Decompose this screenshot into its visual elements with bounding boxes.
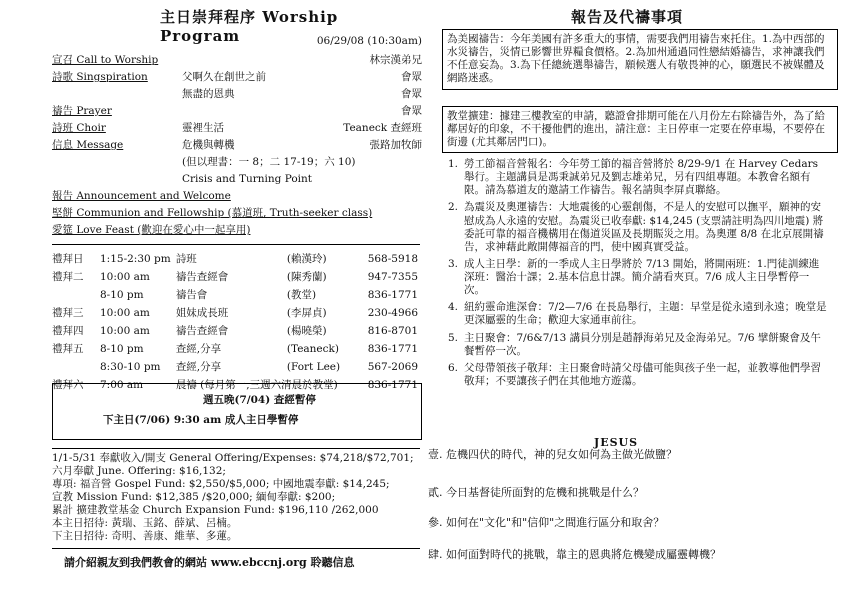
schedule-cell: 10:00 am (100, 271, 150, 283)
schedule-row (52, 361, 422, 379)
announcement-item (448, 332, 828, 358)
item-number: 2. (448, 201, 459, 214)
schedule-row (52, 307, 422, 325)
order-who: 會眾 (401, 88, 422, 100)
communion-line: 堅餅 Communion and Fellowship (慕道班, Truth-seeker class) (52, 207, 373, 219)
order-row (52, 105, 112, 118)
order-who: 林宗漢弟兄 (369, 54, 422, 66)
order-row (52, 54, 158, 67)
finance-line: 下主日招待: 奇明、善康、維華、多蓮。 (52, 530, 238, 542)
item-text: 為震災及奧運禱告：大地震後的心靈創傷，不是人的安慰可以撫平，願神的安慰成為人永遠的安慰。為震災已收奉獻: $14,245 (支票請註明為四川地震) 將委託可靠的福音機構用在傷道災區及長期賑災之用。為奧運 8/8 在北京展開禱告，求神藉此敞開傳福音的門，使中國真實受益。 (464, 201, 824, 253)
schedule-cell: (陳秀蘭) (286, 271, 327, 283)
notice-box (52, 383, 422, 440)
finance-line: 1/1-5/31 奉獻收入/開支 General Offering/Expenses: $74,218/$72,701; (52, 452, 414, 464)
schedule-cell: 8-10 pm (100, 289, 144, 301)
church-expansion-text: 教堂擴建：據建三樓教室的申請，聽證會排期可能在八月份左右除禱告外，為了給鄰居好的印象，不干擾他們的進出，請注意：主日停車一定要在停車場，不要停在街邊 (尤其鄰居門口)。 (447, 110, 825, 149)
item-number: 5. (448, 331, 459, 344)
item-number: 4. (448, 301, 459, 314)
announcement-item (448, 201, 828, 254)
schedule-cell: 1:15-2:30 pm (100, 253, 171, 265)
order-row (52, 122, 106, 135)
schedule-cell: 詩班 (175, 253, 197, 265)
announcement-item (448, 258, 828, 297)
schedule-cell: 10:00 am (100, 325, 150, 337)
schedule-row (52, 253, 422, 271)
item-number: 3. (448, 257, 459, 270)
item-text: 父母帶領孩子敬拜：主日聚會時請父母儘可能與孩子坐一起，並教導他們學習敬拜；不要讓孩子們在其他地方遊蕩。 (464, 361, 821, 387)
notice-line: 週五晚(7/04) 查經暫停 (203, 394, 316, 406)
item-text: 勞工節福音營報名：今年勞工節的福音營將於 8/29-9/1 在 Harvey Cedars 舉行。主題講員是馮秉誠弟兄及劉志雄弟兄，另有四組專題。本教會名額有限。請為慕道友的邀請工作禱告。報名請與李屏貞聯絡。 (464, 158, 819, 197)
schedule-cell: 查經,分享 (175, 343, 222, 355)
schedule-row (52, 343, 422, 361)
schedule-cell: 禮拜二 (52, 271, 84, 283)
order-who: 會眾 (401, 105, 422, 117)
schedule-cell: (李屏貞) (286, 307, 327, 319)
church-expansion-box (442, 106, 838, 153)
divider (52, 548, 420, 549)
schedule-cell: 禮拜六 (52, 379, 84, 391)
schedule-cell: 10:00 am (100, 307, 150, 319)
message-title-en: Crisis and Turning Point (182, 173, 312, 185)
schedule-row (52, 289, 422, 307)
schedule-cell: (教堂) (286, 289, 317, 301)
item-text: 主日聚會：7/6&7/13 講員分別是趙靜海弟兄及金海弟兄。7/6 擘餅聚會及午餐暫停一次。 (464, 331, 821, 357)
order-label: 宣召 Call to Worship (52, 54, 159, 66)
item-number: 6. (448, 361, 459, 374)
page-title: 主日崇拜程序 Worship Program (160, 8, 339, 45)
schedule-cell: 姐妹成長班 (175, 307, 229, 319)
item-number: 1. (448, 158, 459, 170)
schedule-cell (52, 361, 100, 379)
message-scripture: (但以理書：一 8；二 17-19；六 10) (182, 156, 356, 168)
schedule-cell: 567-2069 (367, 361, 418, 373)
finance-line: 六月奉獻 June. Offering: $16,132; (52, 465, 226, 477)
schedule-cell: 禱告會 (175, 289, 208, 301)
finance-line: 累計 擴建教堂基金 Church Expansion Fund: $196,110 /262,000 (52, 504, 379, 516)
hymn-title: 父啊久在創世之前 (182, 71, 266, 83)
finance-line: 專項: 福音營 Gospel Fund: $2,550/$5,000; 中國地震奉獻: $14,245; (52, 478, 390, 490)
order-label: 詩歌 Singspiration (52, 71, 148, 83)
schedule-cell: 禱告查經會 (175, 271, 229, 283)
schedule-cell: 568-5918 (367, 253, 418, 265)
schedule-cell: 禮拜四 (52, 325, 84, 337)
schedule-cell: 230-4966 (367, 307, 418, 319)
prayer-usa-box (442, 29, 838, 90)
schedule-cell: 禮拜五 (52, 343, 84, 355)
divider (52, 448, 420, 449)
schedule-cell: 禮拜日 (52, 253, 84, 265)
message-title: 危機與轉機 (182, 139, 235, 151)
order-label: 信息 Message (52, 139, 124, 151)
question-1: 壹. 危機四伏的時代，神的兒女如何為主做光做鹽？ (428, 448, 677, 461)
announcement-item (448, 301, 828, 327)
schedule-row (52, 271, 422, 289)
announcement-line: 報告 Announcement and Welcome (52, 190, 231, 202)
schedule-cell: 禮拜三 (52, 307, 84, 319)
schedule-cell: 7:00 am (100, 379, 144, 391)
order-label: 詩班 Choir (52, 122, 106, 134)
schedule-cell: 836-1771 (367, 343, 418, 355)
order-who: 會眾 (401, 71, 422, 83)
finance-line: 宣教 Mission Fund: $12,385 /$20,000; 緬甸奉獻: $200; (52, 491, 336, 503)
order-label: 禱告 Prayer (52, 105, 112, 117)
schedule-cell: 查經,分享 (175, 361, 222, 373)
schedule-cell: 947-7355 (367, 271, 418, 283)
schedule-row (52, 325, 422, 343)
website-footer: 請介紹親友到我們教會的網站 www.ebccnj.org 聆聽信息 (64, 556, 355, 569)
schedule-cell: (Fort Lee) (286, 361, 341, 373)
schedule-cell: 禱告查經會 (175, 325, 229, 337)
notice-line: 下主日(7/06) 9:30 am 成人主日學暫停 (103, 414, 299, 426)
prayer-usa-text: 為美國禱告：今年美國有許多重大的事情，需要我們用禱告來托住。1.為中西部的水災禱告，災情已影響世界糧食價格。2.為加州通過同性戀結婚禱告，求神讓我們不任意妄為。3.為下任總統選舉禱告，願候選人有敬畏神的心，願選民不被媒體及網路迷惑。 (447, 33, 825, 85)
question-3: 參. 如何在"文化"和"信仰"之間進行區分和取舍？ (428, 516, 665, 529)
announcement-list (448, 158, 828, 392)
schedule-cell: (Teaneck) (286, 343, 339, 355)
schedule-cell: 8:30-10 pm (100, 361, 161, 373)
schedule-cell: (賴漢玲) (286, 253, 327, 265)
schedule-cell: 836-1771 (367, 289, 418, 301)
schedule-cell (52, 289, 100, 307)
schedule-cell: 8-10 pm (100, 343, 144, 355)
choir-song: 靈裡生活 (182, 122, 224, 134)
question-4: 肆. 如何面對時代的挑戰，靠主的恩典將危機變成屬靈轉機？ (428, 548, 721, 561)
announcement-item (448, 158, 828, 197)
worship-program-panel (52, 8, 422, 588)
order-row (52, 71, 148, 84)
schedule-cell: 晨禱 (每月第一,三週六清晨於教堂) (175, 379, 338, 391)
announcements-panel (428, 8, 834, 588)
schedule-cell: 816-8701 (367, 325, 418, 337)
item-text: 成人主日學：新的一季成人主日學將於 7/13 開始，將開兩班：1.門徒訓練進深班：醫治十課；2.基本信息廿課。簡介請看夾頁。7/6 成人主日學暫停一次。 (464, 257, 820, 297)
jesus-emblem: JESUS (594, 436, 639, 449)
hymn-title: 無盡的恩典 (182, 88, 235, 100)
service-date: 06/29/08 (10:30am) (316, 35, 422, 47)
announcements-title: 報告及代禱事項 (571, 8, 684, 26)
finance-report (52, 452, 422, 543)
order-who: Teaneck 查經班 (343, 122, 422, 134)
love-feast-line: 愛筵 Love Feast (歡迎在愛心中一起享用) (52, 224, 251, 236)
item-text: 紐約靈命進深會：7/2—7/6 在長島舉行，主題：早堂是從永遠到永遠；晚堂是更深屬靈的生命；歡迎大家通車前往。 (464, 301, 827, 327)
finance-line: 本主日招待: 黃瑞、玉銘、薛斌、呂楠。 (52, 517, 238, 529)
weekly-schedule (52, 253, 422, 397)
order-row (52, 139, 123, 152)
schedule-cell: (楊曉榮) (286, 325, 327, 337)
divider (52, 244, 420, 245)
schedule-cell: 836-1771 (367, 379, 418, 391)
order-who: 張路加牧師 (369, 139, 422, 151)
question-2: 貳. 今日基督徒所面對的危機和挑戰是什么？ (428, 486, 644, 499)
announcement-item (448, 362, 828, 388)
